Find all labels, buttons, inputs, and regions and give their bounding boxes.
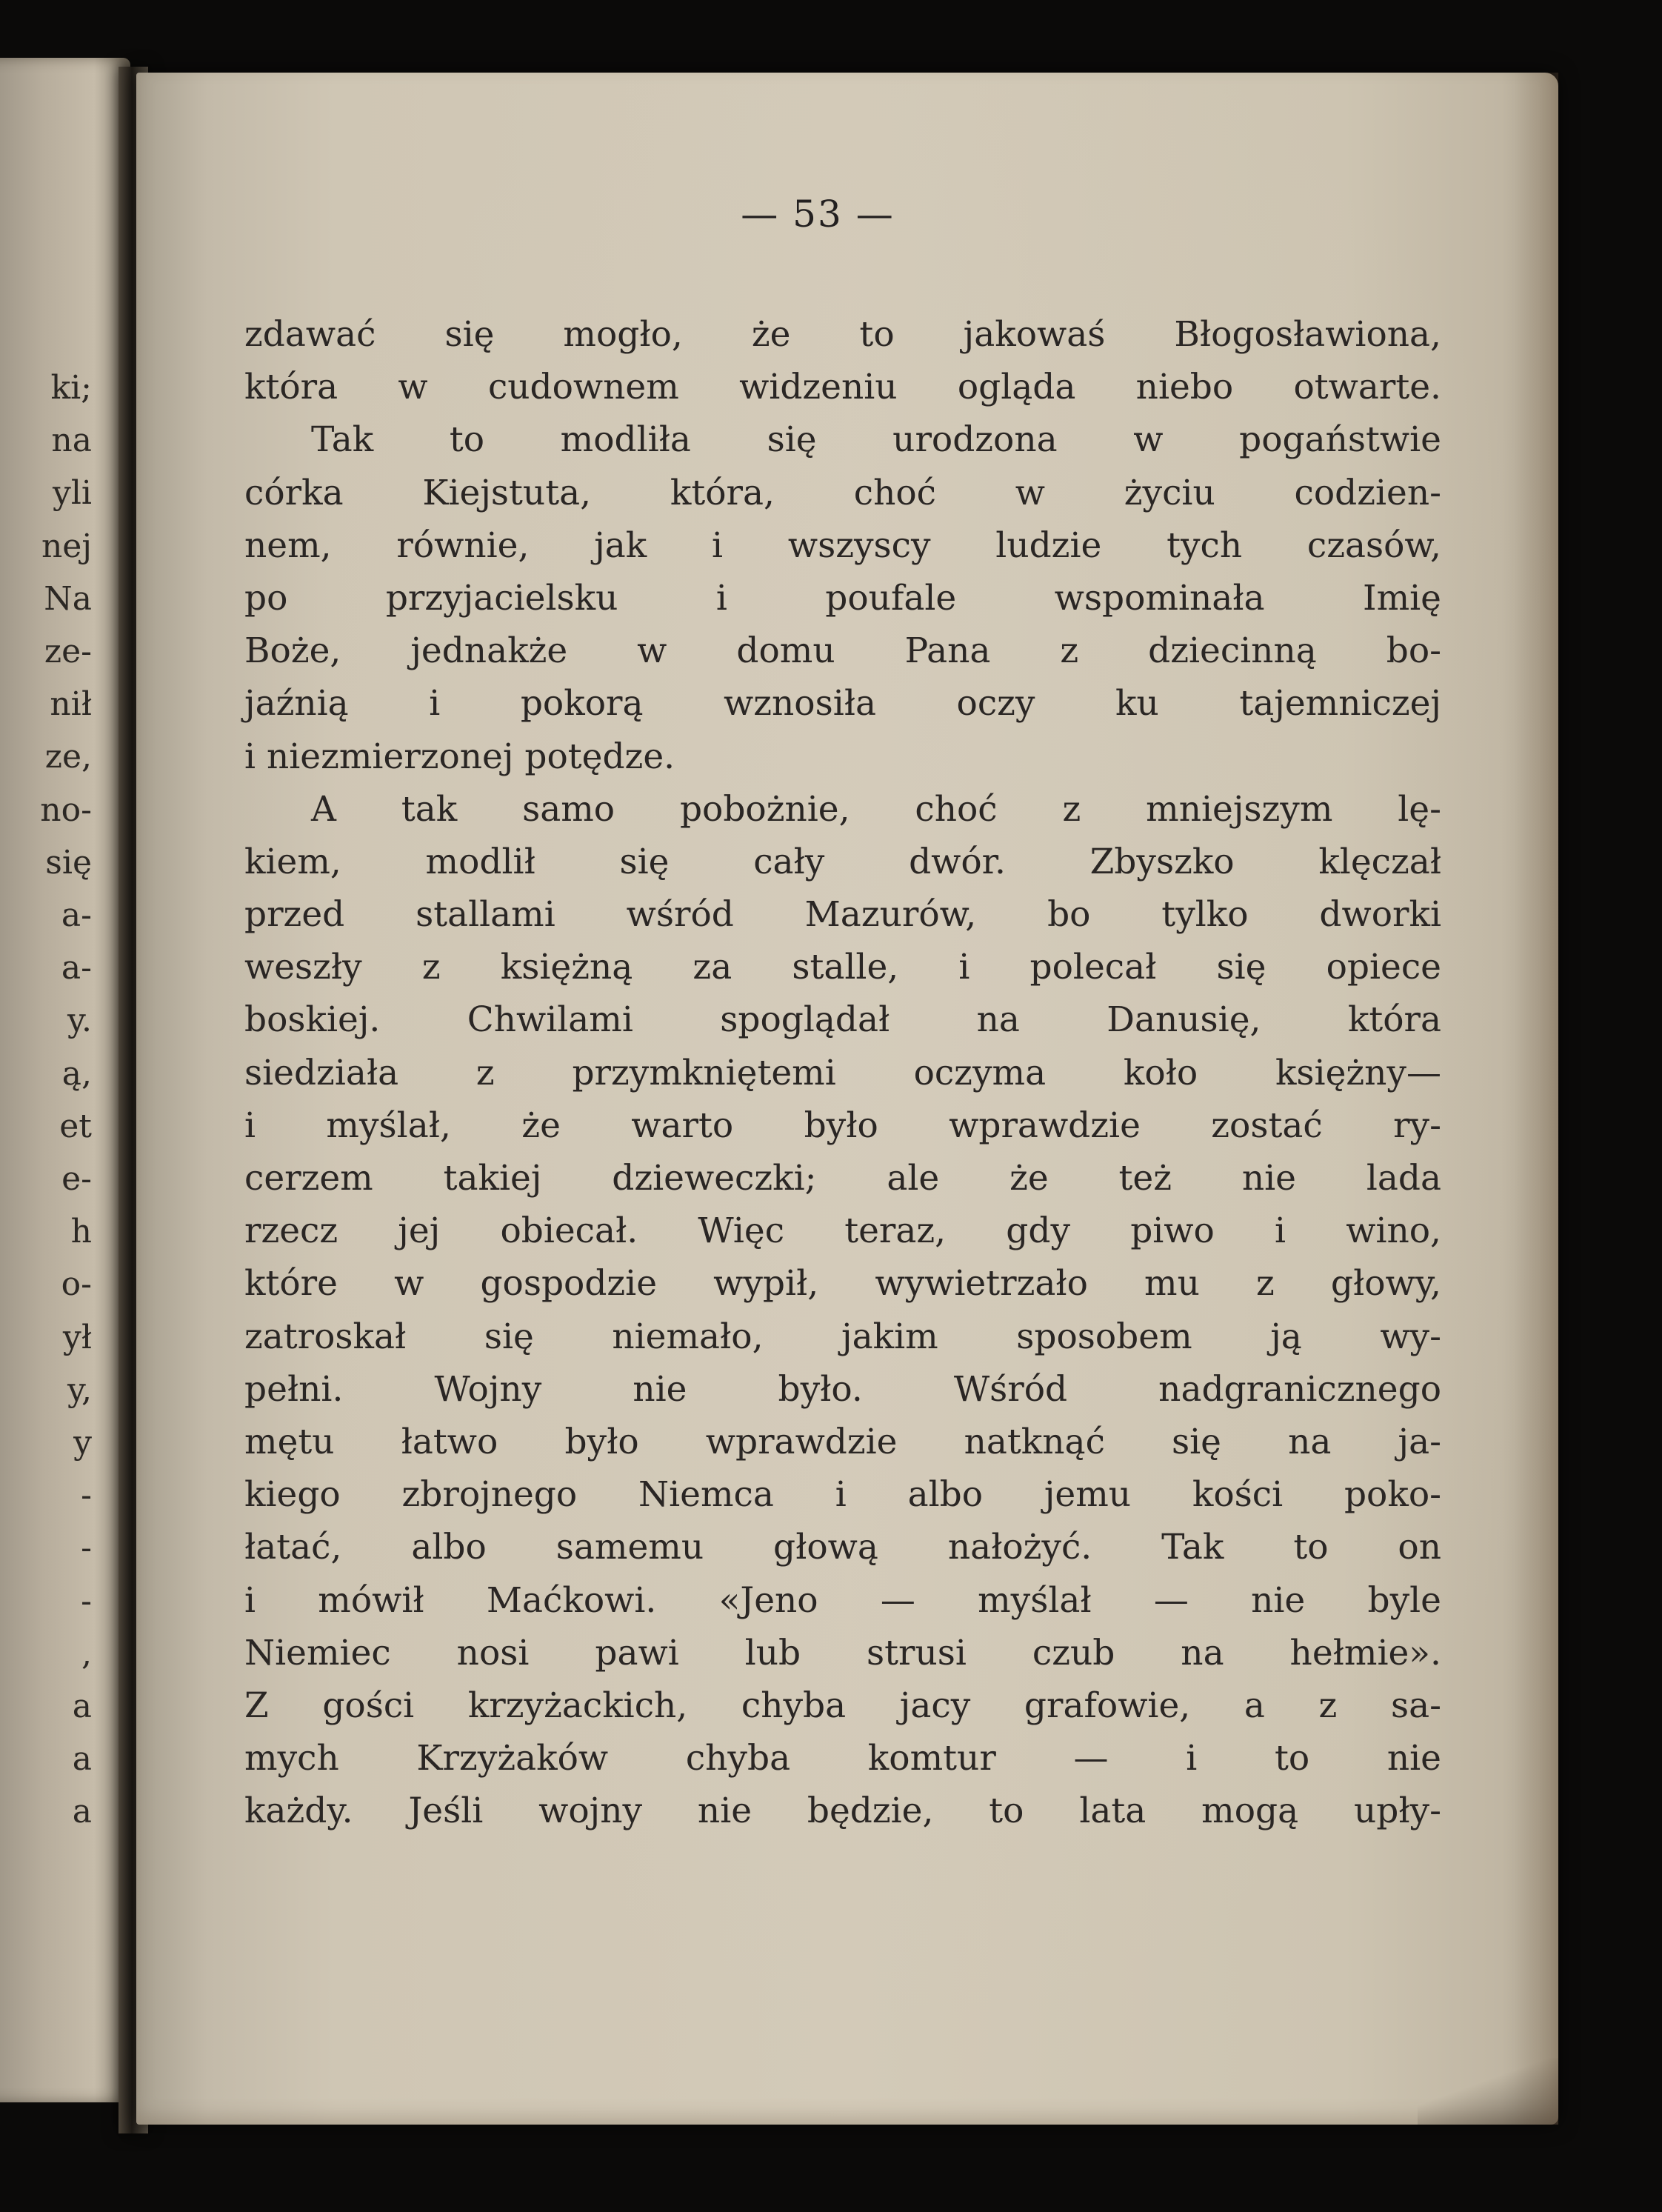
left-page-line: ki; [50,369,92,407]
left-page-line: się [45,843,92,882]
text-line: i niezmierzonej potędze. [244,736,675,777]
left-page-line: ył [62,1318,92,1356]
left-page-line: nej [41,527,92,565]
left-page-line: e- [61,1160,92,1199]
text-line: boskiej. Chwilami spoglądał na Danusię, która [244,999,1441,1041]
text-line: każdy. Jeśli wojny nie będzie, to lata mogą upły- [244,1790,1441,1832]
left-page-line: ze- [44,633,92,671]
text-line: jaźnią i pokorą wznosiła oczy ku tajemniczej [244,683,1441,724]
text-line: kiego zbrojnego Niemca i albo jemu kości poko- [244,1474,1441,1516]
left-page-line: Na [44,579,92,618]
left-page-line: a- [61,949,92,987]
left-page-line: - [81,1529,92,1568]
left-page-line: o- [61,1265,92,1304]
text-line: pełni. Wojny nie było. Wśród nadgranicznego [244,1368,1441,1410]
text-line: zdawać się mogło, że to jakowaś Błogosławiona, [244,314,1441,355]
text-line: zatroskał się niemało, jakim sposobem ją wy- [244,1316,1441,1357]
text-line: przed stallami wśród Mazurów, bo tylko dworki [244,894,1441,936]
left-page-line: - [81,1476,92,1515]
left-page-line: , [81,1634,92,1673]
left-page-line: a- [61,896,92,935]
left-page-line: ze, [44,738,92,776]
left-page-line: y, [67,1370,92,1409]
text-line: i myślał, że warto było wprawdzie zostać ry- [244,1105,1441,1146]
page-body-text [244,308,1441,1837]
text-line: siedziała z przymkniętemi oczyma koło księżny— [244,1052,1441,1093]
left-page [0,58,130,2102]
left-page-text [0,362,96,1839]
text-line: mętu łatwo było wprawdzie natknąć się na ja- [244,1421,1441,1462]
text-line: A tak samo pobożnie, choć z mniejszym lę- [311,788,1441,830]
text-line: które w gospodzie wypił, wywietrzało mu z głowy, [244,1263,1441,1305]
left-page-line: a [72,1688,92,1726]
text-line: po przyjacielsku i poufale wspominała Imię [244,577,1441,619]
text-line: Niemiec nosi pawi lub strusi czub na hełmie». [244,1632,1441,1673]
text-line: rzecz jej obiecał. Więc teraz, gdy piwo i wino, [244,1210,1441,1252]
left-page-line: yli [52,474,92,513]
left-page-line: a [72,1793,92,1831]
left-page-line: h [70,1213,92,1251]
text-line: weszły z księżną za stalle, i polecał się opiece [244,947,1441,988]
left-page-line: no- [40,790,92,829]
left-page-line: ą, [61,1054,92,1093]
text-line: Tak to modliła się urodzona w pogaństwie [311,419,1441,461]
text-line: i mówił Maćkowi. «Jeno — myślał — nie byle [244,1579,1441,1621]
text-line: córka Kiejstuta, która, choć w życiu codzien- [244,472,1441,513]
left-page-line: nił [50,685,92,724]
text-line: nem, równie, jak i wszyscy ludzie tych czasów, [244,524,1441,566]
left-page-line: y. [67,1002,92,1040]
worn-page-corner [1418,2058,1558,2125]
text-line: Z gości krzyżackich, chyba jacy grafowie, a z sa- [244,1685,1441,1726]
left-page-line: a [72,1740,92,1779]
text-line: łatać, albo samemu głową nałożyć. Tak to on [244,1527,1441,1568]
text-line: mych Krzyżaków chyba komtur — i to nie [244,1738,1441,1779]
page-number: — 53 — [741,193,895,236]
left-page-line: na [51,422,92,460]
text-line: Boże, jednakże w domu Pana z dziecinną bo- [244,630,1441,672]
text-line: cerzem takiej dzieweczki; ale że też nie lada [244,1158,1441,1199]
text-line: która w cudownem widzeniu ogląda niebo otwarte. [244,367,1441,408]
right-page [136,73,1558,2125]
left-page-line: - [81,1582,92,1620]
left-page-line: y [73,1424,92,1462]
text-line: kiem, modlił się cały dwór. Zbyszko klęczał [244,841,1441,882]
left-page-line: et [59,1107,92,1145]
